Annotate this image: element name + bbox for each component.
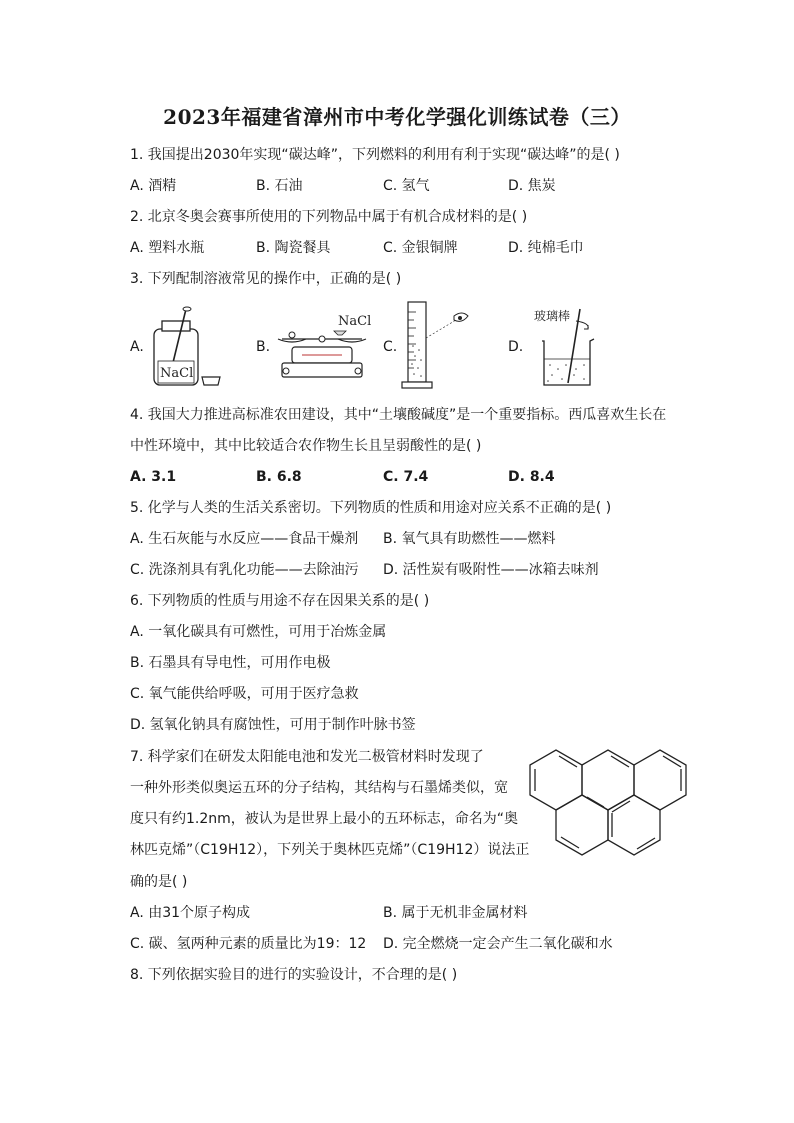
- question-6-option-b: B. 石墨具有导电性，可用作电极: [130, 655, 331, 671]
- question-1-option-d: D. 焦炭: [508, 178, 556, 194]
- question-3-option-d: D.: [508, 339, 524, 355]
- question-3-option-c: C.: [383, 339, 398, 355]
- question-3-option-a: A.: [130, 339, 144, 355]
- question-1-option-b: B. 石油: [256, 178, 303, 194]
- question-7-option-c: C. 碳、氢两种元素的质量比为19：12: [130, 936, 367, 952]
- question-5-stem: 5. 化学与人类的生活关系密切。下列物质的性质和用途对应关系不正确的是( ): [130, 500, 612, 516]
- question-6-option-d: D. 氢氧化钠具有腐蚀性，可用于制作叶脉书签: [130, 717, 416, 733]
- question-7-stem-line-4: 林匹克烯”（C19H12），下列关于奥林匹克烯”（C19H12）说法正: [130, 842, 530, 858]
- question-4-option-c: C. 7.4: [383, 469, 429, 485]
- question-6-option-a: A. 一氧化碳具有可燃性，可用于冶炼金属: [130, 624, 387, 640]
- question-6-stem: 6. 下列物质的性质与用途不存在因果关系的是( ): [130, 593, 430, 609]
- question-6-option-c: C. 氧气能供给呼吸，可用于医疗急救: [130, 686, 359, 702]
- question-7-stem-line-5: 确的是( ): [130, 874, 188, 890]
- question-2-option-d: D. 纯棉毛巾: [508, 240, 584, 256]
- question-3-option-b: B.: [256, 339, 271, 355]
- figure-d-beaker-stirring: [532, 305, 612, 390]
- question-2-stem: 2. 北京冬奥会赛事所使用的下列物品中属于有机合成材料的是( ): [130, 209, 528, 225]
- question-7-option-d: D. 完全燃烧一定会产生二氧化碳和水: [383, 936, 613, 952]
- question-4-stem-line-1: 4. 我国大力推进高标准农田建设，其中“土壤酸碱度”是一个重要指标。西瓜喜欢生长在: [130, 407, 667, 423]
- question-1-stem: 1. 我国提出2030年实现“碳达峰”，下列燃料的利用有利于实现“碳达峰”的是( ): [130, 147, 620, 163]
- question-7-option-a: A. 由31个原子构成: [130, 905, 251, 921]
- figure-d-label: 玻璃棒: [534, 309, 571, 323]
- question-1-option-c: C. 氢气: [383, 178, 430, 194]
- question-7-stem-line-3: 度只有约1.2nm，被认为是世界上最小的五环标志，命名为“奥: [130, 811, 519, 827]
- question-4-option-a: A. 3.1: [130, 469, 177, 485]
- figure-a-nacl-bottle: [150, 305, 230, 390]
- question-5-option-a: A. 生石灰能与水反应——食品干燥剂: [130, 531, 359, 547]
- question-7-option-b: B. 属于无机非金属材料: [383, 905, 528, 921]
- page-title: 2023年福建省漳州市中考化学强化训练试卷（三）: [163, 105, 631, 129]
- question-2-option-a: A. 塑料水瓶: [130, 240, 205, 256]
- figure-c-measuring-cylinder: [402, 298, 482, 390]
- question-7-stem-line-2: 一种外形类似奥运五环的分子结构，其结构与石墨烯类似，宽: [130, 780, 508, 796]
- question-2-option-b: B. 陶瓷餐具: [256, 240, 331, 256]
- question-3-stem: 3. 下列配制溶液常见的操作中，正确的是( ): [130, 271, 402, 287]
- figure-b-balance: [272, 309, 372, 387]
- question-8-stem: 8. 下列依据实验目的进行的实验设计，不合理的是( ): [130, 967, 458, 983]
- question-5-option-c: C. 洗涤剂具有乳化功能——去除油污: [130, 562, 359, 578]
- question-4-option-d: D. 8.4: [508, 469, 555, 485]
- olympicene-structure-diagram: [516, 740, 696, 870]
- question-5-option-b: B. 氧气具有助燃性——燃料: [383, 531, 556, 547]
- figure-a-label: NaCl: [160, 366, 194, 381]
- question-2-option-c: C. 金银铜牌: [383, 240, 458, 256]
- question-5-option-d: D. 活性炭有吸附性——冰箱去味剂: [383, 562, 599, 578]
- figure-b-label: NaCl: [338, 314, 372, 329]
- question-1-option-a: A. 酒精: [130, 178, 177, 194]
- question-4-stem-line-2: 中性环境中，其中比较适合农作物生长且呈弱酸性的是( ): [130, 438, 482, 454]
- question-4-option-b: B. 6.8: [256, 469, 302, 485]
- question-7-stem-line-1: 7. 科学家们在研发太阳能电池和发光二极管材料时发现了: [130, 749, 484, 765]
